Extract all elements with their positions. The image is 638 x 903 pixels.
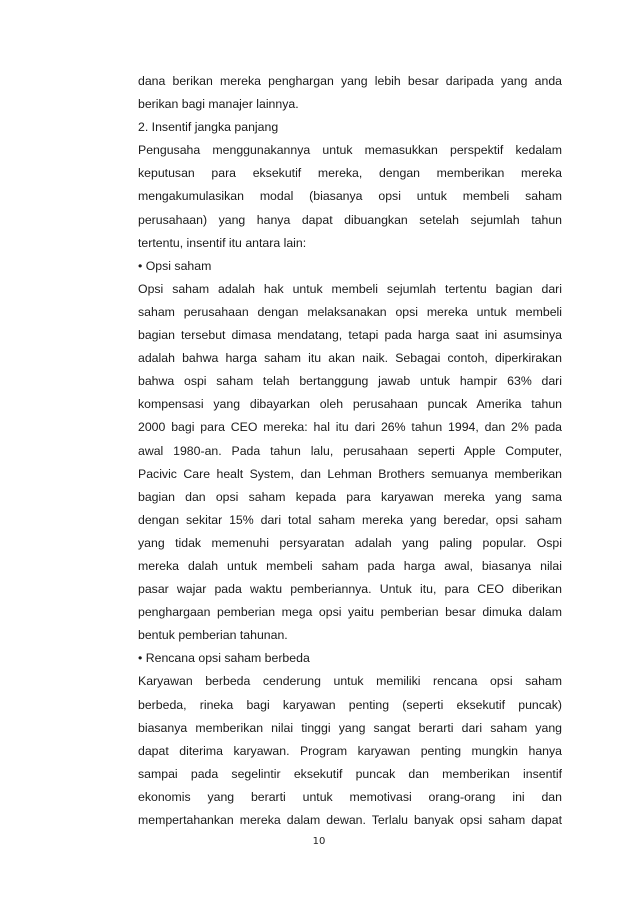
- text-line: bentuk pemberian tahunan.: [138, 628, 288, 643]
- text-line: 2000 bagi para CEO mereka: hal itu dari 26% tahun 1994, dan 2% pada: [138, 420, 562, 435]
- text-line: kompensasi yang dibayarkan oleh perusahaan puncak Amerika tahun: [138, 397, 562, 412]
- text-line: • Opsi saham: [138, 258, 212, 273]
- text-line: mengakumulasikan modal (biasanya opsi untuk membeli saham: [138, 189, 562, 204]
- text-line: berikan bagi manajer lainnya.: [138, 97, 299, 112]
- text-line: saham perusahaan dengan melaksanakan opsi mereka untuk membeli: [138, 304, 562, 319]
- text-line: bagian tersebut dimasa mendatang, tetapi pada harga saat ini asumsinya: [138, 328, 562, 343]
- text-line: keputusan para eksekutif mereka, dengan memberikan mereka: [138, 166, 562, 181]
- text-line: bahwa ospi saham telah bertanggung jawab untuk hampir 63% dari: [138, 374, 562, 389]
- text-line: perusahaan) yang hanya dapat dibuangkan setelah sejumlah tahun: [138, 212, 562, 227]
- text-line: dengan sekitar 15% dari total saham mereka yang beredar, opsi saham: [138, 512, 562, 527]
- text-line: awal 1980-an. Pada tahun lalu, perusahaan seperti Apple Computer,: [138, 443, 562, 458]
- text-line: mereka dalah untuk membeli saham pada harga awal, biasanya nilai: [138, 558, 562, 573]
- text-line: berbeda, rineka bagi karyawan penting (seperti eksekutif puncak): [138, 697, 562, 712]
- text-line: biasanya memberikan nilai tinggi yang sangat berarti dari saham yang: [138, 720, 562, 735]
- text-line: tertentu, insentif itu antara lain:: [138, 235, 307, 250]
- text-line: • Rencana opsi saham berbeda: [138, 651, 310, 666]
- text-line: ekonomis yang berarti untuk memotivasi orang-orang ini dan: [138, 789, 562, 804]
- text-line: pasar wajar pada waktu pemberiannya. Untuk itu, para CEO diberikan: [138, 582, 562, 597]
- text-line: Pacivic Care healt System, dan Lehman Brothers semuanya memberikan: [138, 466, 562, 481]
- text-line: 2. Insentif jangka panjang: [138, 120, 279, 135]
- text-line: adalah bahwa harga saham itu akan naik. Sebagai contoh, diperkirakan: [138, 351, 562, 366]
- text-line: dapat diterima karyawan. Program karyawan penting mungkin hanya: [138, 743, 562, 758]
- text-line: penghargaan pemberian mega opsi yaitu pemberian besar dimuka dalam: [138, 605, 562, 620]
- text-line: Pengusaha menggunakannya untuk memasukkan perspektif kedalam: [138, 143, 562, 158]
- text-line: Opsi saham adalah hak untuk membeli sejumlah tertentu bagian dari: [138, 281, 562, 296]
- text-line: dana berikan mereka penghargan yang lebih besar daripada yang anda: [138, 74, 562, 88]
- page-number: 10: [312, 836, 326, 847]
- body-text: [138, 70, 562, 832]
- text-line: sampai pada segelintir eksekutif puncak dan memberikan insentif: [138, 766, 562, 781]
- text-line: yang tidak memenuhi persyaratan adalah yang paling popular. Ospi: [138, 535, 562, 550]
- text-line: mempertahankan mereka dalam dewan. Terlalu banyak opsi saham dapat: [138, 813, 562, 827]
- text-line: Karyawan berbeda cenderung untuk memiliki rencana opsi saham: [138, 674, 562, 689]
- text-line: bagian dan opsi saham kepada para karyawan mereka yang sama: [138, 489, 562, 504]
